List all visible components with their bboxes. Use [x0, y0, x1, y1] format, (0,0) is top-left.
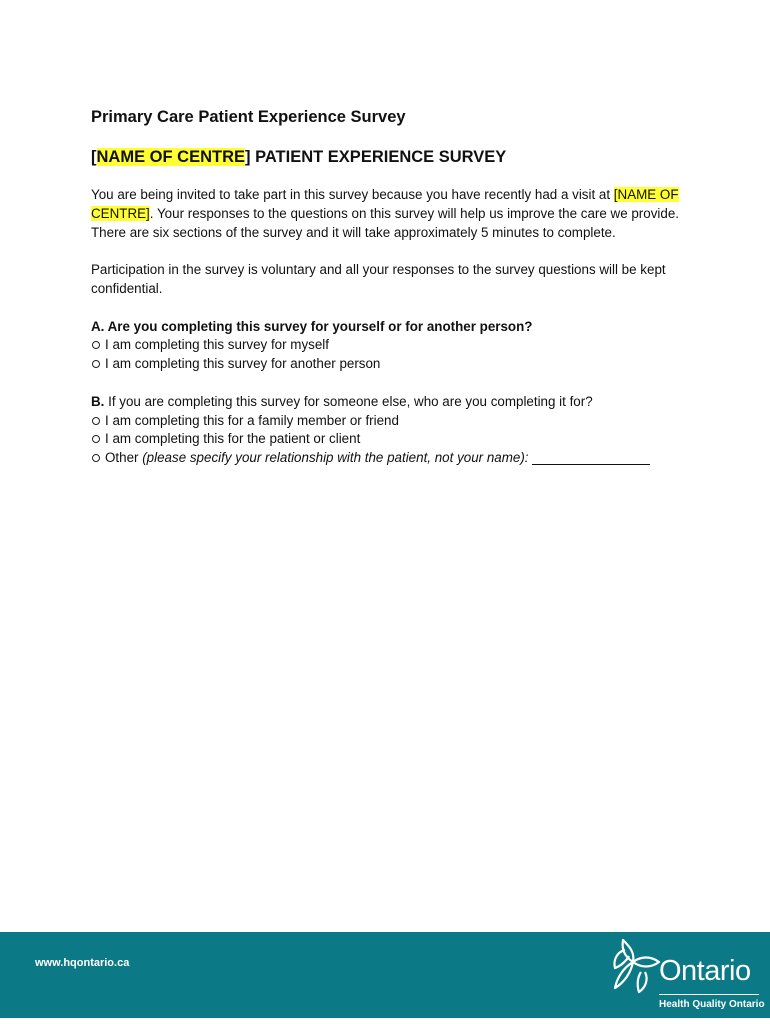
ontario-wordmark: Ontario [659, 955, 751, 987]
document-title: Primary Care Patient Experience Survey [91, 108, 406, 126]
footer-bar [0, 932, 770, 1018]
option-label: I am completing this survey for myself [105, 337, 329, 353]
option-label: I am completing this for a family member or friend [105, 412, 399, 428]
question-b-option-family[interactable] [91, 412, 691, 431]
other-specify-field[interactable] [532, 452, 650, 465]
heading-bracket-open: [ [91, 148, 97, 166]
question-b-text: If you are completing this survey for someone else, who are you completing it for? [104, 393, 593, 409]
website-link[interactable]: www.hqontario.ca [35, 957, 130, 969]
logo-subtitle: Health Quality Ontario [659, 999, 765, 1010]
ontario-logo [607, 938, 767, 1016]
intro-text-before: You are being invited to take part in this survey because you have recently had a visit at [91, 187, 614, 202]
question-a-option-myself[interactable] [91, 336, 691, 355]
survey-heading [91, 146, 691, 168]
radio-button-icon[interactable] [92, 435, 100, 443]
radio-button-icon[interactable] [92, 360, 100, 368]
radio-button-icon[interactable] [92, 341, 100, 349]
radio-button-icon[interactable] [92, 417, 100, 425]
other-label: Other [105, 450, 143, 466]
participation-paragraph: Participation in the survey is voluntary and all your responses to the survey questions will be kept confidential. [91, 262, 666, 296]
question-b-label: B. [91, 393, 105, 409]
question-b-option-other[interactable] [91, 449, 691, 468]
other-hint: (please specify your relationship with the patient, not your name): [142, 450, 533, 466]
radio-button-icon[interactable] [92, 454, 100, 462]
centre-name-placeholder: NAME OF CENTRE [96, 148, 245, 166]
intro-centre-placeholder: [NAME OF CENTRE] [91, 187, 679, 221]
trillium-icon [609, 938, 663, 994]
question-b [91, 393, 691, 468]
intro-paragraph [91, 186, 691, 242]
question-a [91, 318, 691, 374]
document-body [91, 106, 691, 468]
question-a-option-another[interactable] [91, 355, 691, 374]
question-a-title: A. Are you completing this survey for yourself or for another person? [91, 318, 533, 334]
option-label: I am completing this for the patient or client [105, 431, 361, 447]
logo-divider [659, 994, 759, 995]
question-b-title [91, 393, 691, 412]
option-label: I am completing this survey for another person [105, 356, 381, 372]
intro-text-after: . Your responses to the questions on this survey will help us improve the care we provide. There are six sections of the survey and it will take approximately 5 minutes to complete. [91, 205, 679, 240]
question-b-option-patient[interactable] [91, 430, 691, 449]
heading-rest: ] PATIENT EXPERIENCE SURVEY [245, 148, 507, 166]
